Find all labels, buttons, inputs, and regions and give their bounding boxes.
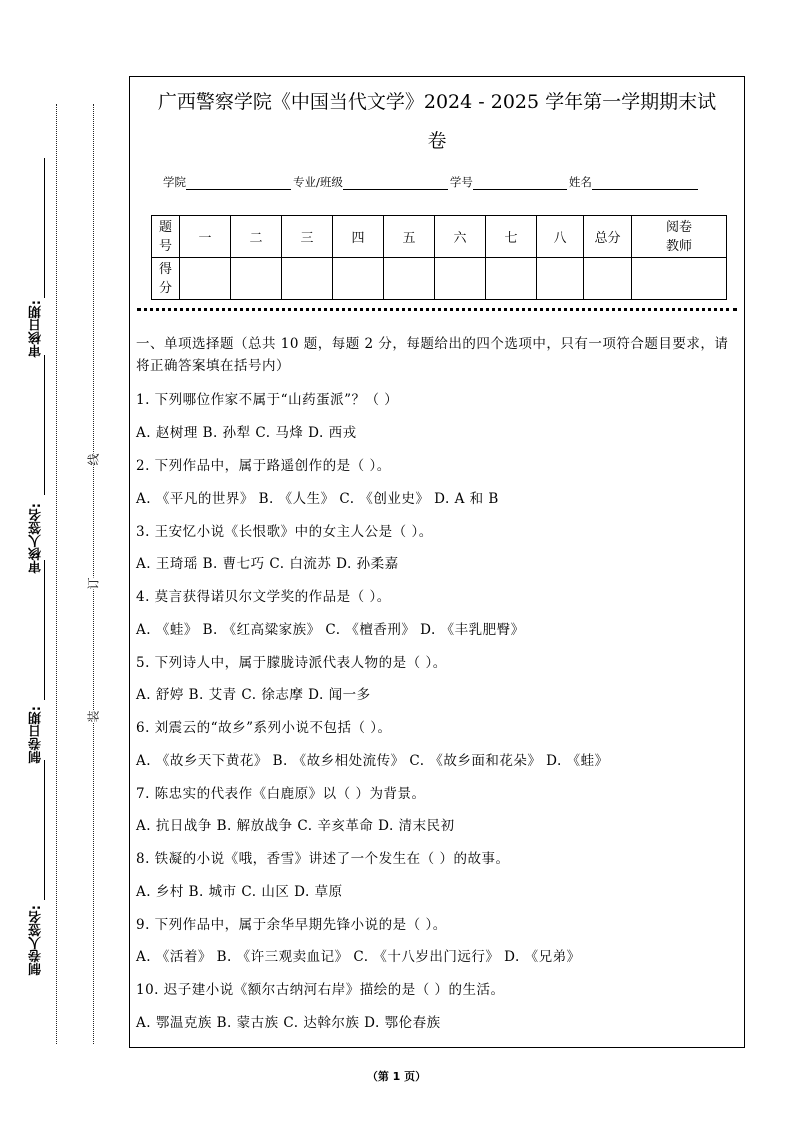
score-table-cell	[152, 258, 180, 300]
score-table-cell: 八	[537, 216, 584, 258]
college-field[interactable]	[186, 177, 291, 190]
score-input-cell[interactable]	[632, 258, 727, 300]
question-text: 1. 下列哪位作家不属于“山药蛋派”？（ ）	[136, 392, 399, 408]
binding-mark-pack: 装	[86, 710, 101, 723]
score-table-cell: 七	[486, 216, 537, 258]
review-date-label: 审核日期:	[29, 300, 44, 358]
score-table-cell: 二	[231, 216, 282, 258]
score-table-cell: 六	[435, 216, 486, 258]
question-options: A. 鄂温克族 B. 蒙古族 C. 达斡尔族 D. 鄂伦春族	[136, 1015, 441, 1031]
question-text: 3. 王安忆小说《长恨歌》中的女主人公是（ ）。	[136, 524, 433, 540]
binding-mark-line: 线	[86, 453, 101, 466]
grader-label: 阅卷教师	[665, 219, 692, 254]
review-date-line[interactable]	[44, 158, 45, 298]
question-options: A. 赵树理 B. 孙犁 C. 马烽 D. 西戎	[136, 425, 357, 441]
score-table-cell: 三	[282, 216, 333, 258]
student-info-row	[163, 174, 700, 190]
score-input-cell[interactable]	[435, 258, 486, 300]
score-input-cell[interactable]	[584, 258, 632, 300]
binding-dotted-line-inner	[93, 104, 94, 1044]
major-class-field[interactable]	[343, 177, 448, 190]
question-options: A. 《蛙》 B. 《红高粱家族》 C. 《檀香刑》 D. 《丰乳肥臀》	[136, 622, 525, 638]
score-table-cell	[632, 216, 727, 258]
score-row-label: 得分	[158, 261, 172, 296]
college-label: 学院	[163, 175, 186, 189]
score-table	[151, 215, 727, 300]
student-id-label: 学号	[449, 175, 473, 189]
question-text: 4. 莫言获得诺贝尔文学奖的作品是（ ）。	[136, 589, 391, 605]
reviewer-signature-label: 审核人签名:	[29, 503, 44, 574]
paper-date-line[interactable]	[44, 560, 45, 700]
page-number: （第 1 页）	[366, 1070, 427, 1083]
paper-maker-signature-line[interactable]	[44, 760, 45, 900]
question-options: A. 《平凡的世界》 B. 《人生》 C. 《创业史》 D. A 和 B	[136, 491, 499, 507]
score-input-cell[interactable]	[282, 258, 333, 300]
score-input-cell[interactable]	[537, 258, 584, 300]
question-text: 8. 铁凝的小说《哦，香雪》讲述了一个发生在（ ）的故事。	[136, 851, 510, 867]
question-text: 9. 下列作品中，属于余华早期先锋小说的是（ ）。	[136, 917, 447, 933]
score-input-cell[interactable]	[384, 258, 435, 300]
question-options: A. 《活着》 B. 《许三观卖血记》 C. 《十八岁出门远行》 D. 《兄弟》	[136, 949, 581, 965]
score-table-score-row	[152, 258, 727, 300]
paper-date-label: 制卷日期:	[29, 706, 44, 764]
question-options: A. 乡村 B. 城市 C. 山区 D. 草原	[136, 884, 343, 900]
score-table-cell	[152, 216, 180, 258]
score-input-cell[interactable]	[486, 258, 537, 300]
question-options: A. 《故乡天下黄花》 B. 《故乡相处流传》 C. 《故乡面和花朵》 D. 《蛙》	[136, 753, 609, 769]
question-options: A. 王琦瑶 B. 曹七巧 C. 白流苏 D. 孙柔嘉	[136, 556, 399, 572]
score-table-cell: 四	[333, 216, 384, 258]
score-input-cell[interactable]	[180, 258, 231, 300]
score-table-cell: 五	[384, 216, 435, 258]
score-table-cell: 总分	[584, 216, 632, 258]
score-table-header-label: 题号	[158, 219, 172, 254]
question-options: A. 舒婷 B. 艾青 C. 徐志摩 D. 闻一多	[136, 687, 371, 703]
score-table-header-row	[152, 216, 727, 258]
name-label: 姓名	[568, 175, 592, 189]
question-text: 7. 陈忠实的代表作《白鹿原》以（ ）为背景。	[136, 786, 426, 802]
name-field[interactable]	[592, 177, 698, 190]
header-separator	[137, 308, 737, 311]
reviewer-signature-line[interactable]	[44, 355, 45, 495]
section-heading: 一、单项选择题（总共 10 题，每题 2 分，每题给出的四个选项中，只有一项符合题目要求，请将正确答案填在括号内）	[136, 336, 729, 374]
major-class-label: 专业/班级	[293, 175, 343, 189]
score-input-cell[interactable]	[333, 258, 384, 300]
exam-title: 广西警察学院《中国当代文学》2024 - 2025 学年第一学期期末试	[157, 91, 717, 113]
exam-title-continued: 卷	[427, 130, 447, 152]
paper-maker-signature-label: 制卷人签名:	[29, 905, 44, 976]
student-id-field[interactable]	[473, 177, 567, 190]
question-options: A. 抗日战争 B. 解放战争 C. 辛亥革命 D. 清末民初	[136, 818, 455, 834]
score-input-cell[interactable]	[231, 258, 282, 300]
question-text: 10. 迟子建小说《额尔古纳河右岸》描绘的是（ ）的生活。	[136, 982, 505, 998]
binding-dotted-line-outer	[56, 104, 57, 1044]
question-text: 2. 下列作品中，属于路遥创作的是（ ）。	[136, 458, 391, 474]
question-text: 5. 下列诗人中，属于朦胧诗派代表人物的是（ ）。	[136, 655, 447, 671]
question-text: 6. 刘震云的“故乡”系列小说不包括（ ）。	[136, 720, 392, 736]
binding-mark-bind: 订	[86, 577, 101, 590]
score-table-cell: 一	[180, 216, 231, 258]
